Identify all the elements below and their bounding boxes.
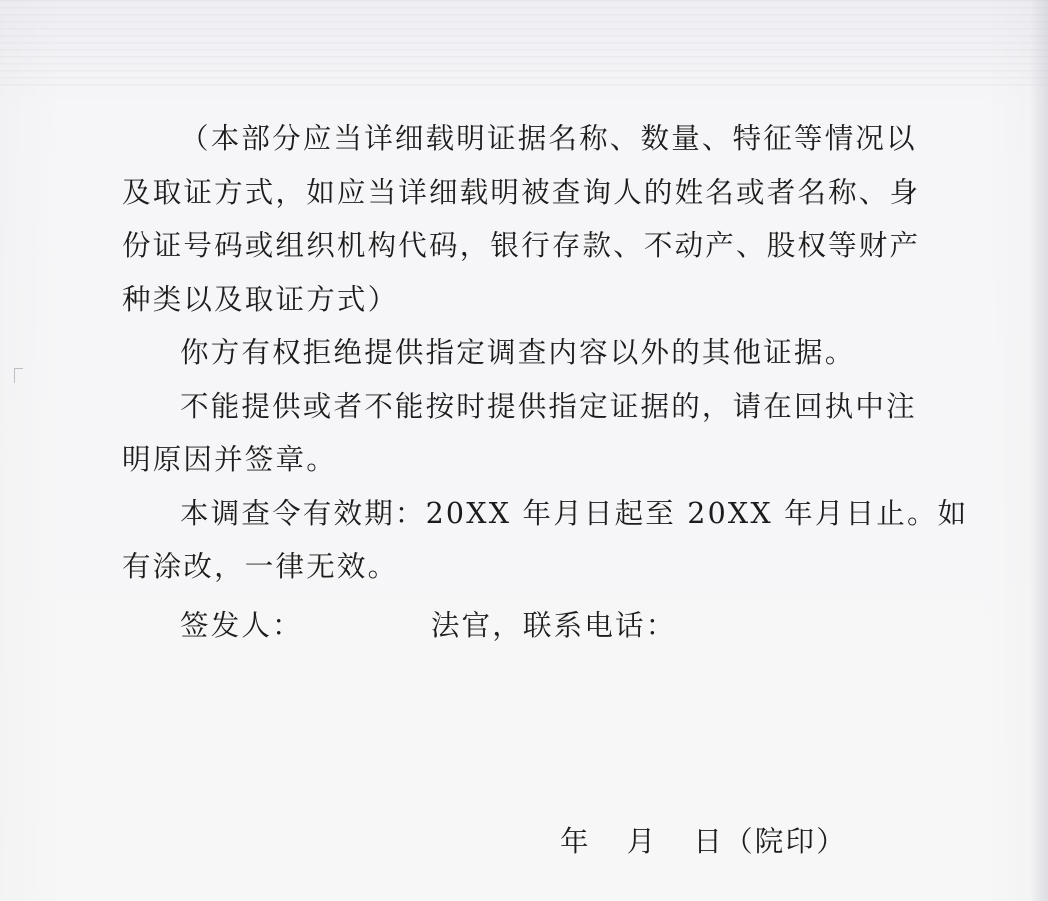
- paragraph-evidence-note-line-3: 份证号码或组织机构代码，银行存款、不动产、股权等财产: [122, 229, 921, 262]
- paragraph-unable-provide-line-2: 明原因并签章。: [122, 443, 337, 476]
- document-body: [122, 112, 969, 594]
- paragraph-unable-provide-line-1: 不能提供或者不能按时提供指定证据的，请在回执中注: [180, 389, 917, 423]
- judge-contact-label: 法官，联系电话：: [430, 609, 677, 642]
- issuer-label: 签发人：: [180, 609, 303, 642]
- year-label: 年: [560, 825, 591, 858]
- month-label: 月: [626, 825, 658, 858]
- paragraph-right-to-refuse: 你方有权拒绝提供指定调查内容以外的其他证据。: [180, 336, 856, 369]
- paragraph-validity-line-2: 有涂改，一律无效。: [122, 550, 399, 583]
- paragraph-evidence-note-line-2: 及取证方式，如应当详细载明被查询人的姓名或者名称、身: [122, 175, 921, 209]
- paragraph-evidence-note-line-1: （本部分应当详细载明证据名称、数量、特征等情况以: [180, 122, 917, 155]
- day-label: 日: [693, 825, 725, 858]
- date-and-seal: [560, 815, 847, 869]
- court-seal-label: （院印）: [724, 825, 847, 858]
- signature-row: [180, 599, 676, 653]
- scan-shade: [0, 0, 1048, 90]
- paragraph-evidence-note-line-4: 种类以及取证方式）: [122, 282, 399, 316]
- paragraph-validity-line-1: 本调查令有效期：20XX 年月日起至 20XX 年月日止。如: [180, 496, 969, 530]
- corner-mark: [14, 368, 23, 383]
- page-edge: [1030, 0, 1048, 901]
